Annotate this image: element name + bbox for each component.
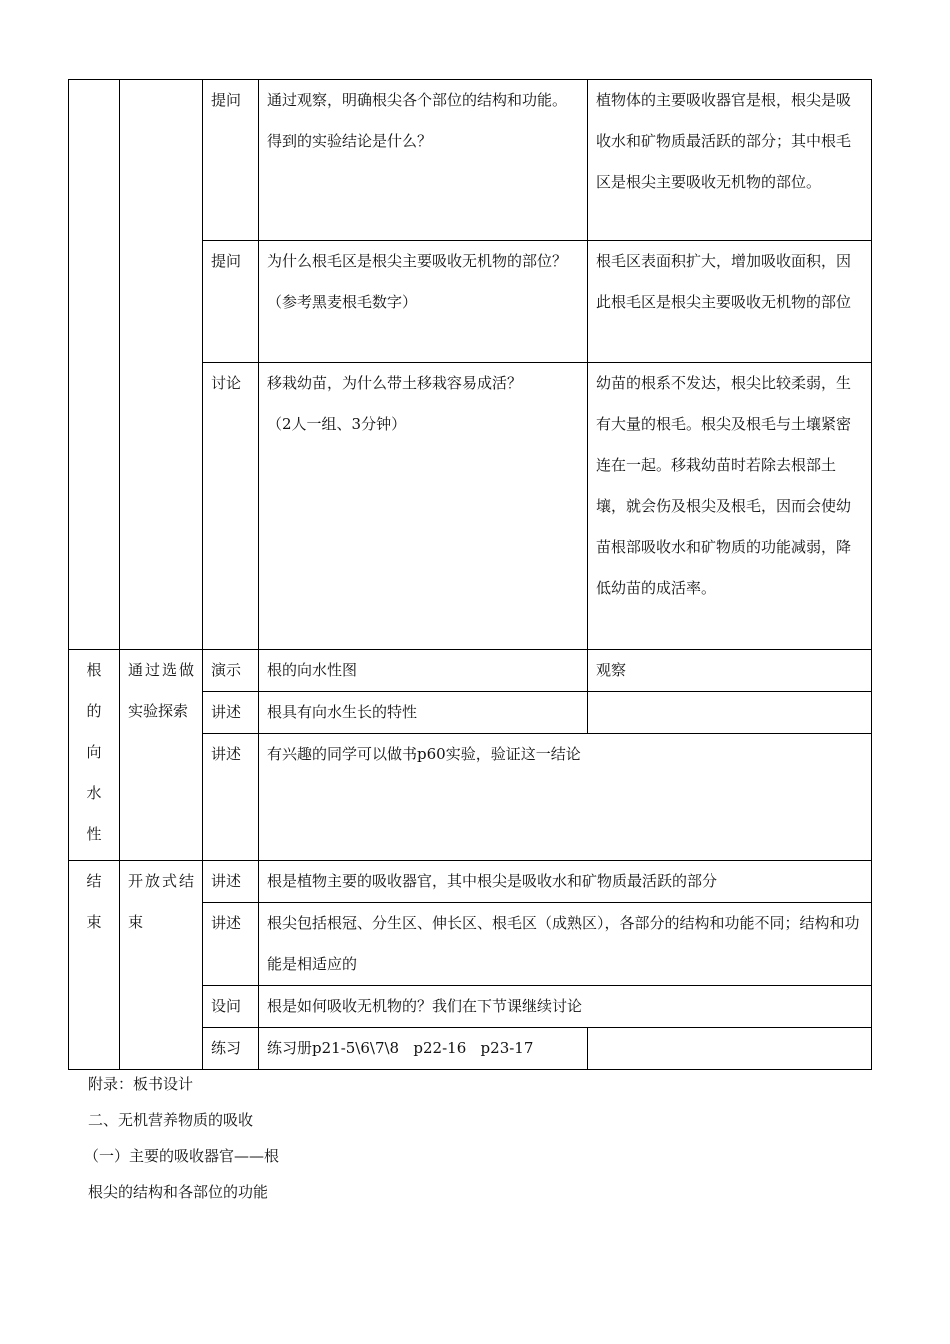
teacher-activity-cell: 有兴趣的同学可以做书p60实验，验证这一结论 (259, 734, 872, 861)
section-title-char: 结 (86, 872, 102, 890)
activity-cell: 设问 (203, 986, 259, 1028)
method-cell (120, 80, 203, 650)
appendix-line: 根尖的结构和各部位的功能 (88, 1183, 269, 1201)
table-row (69, 861, 872, 903)
student-activity-cell: 观察 (588, 650, 872, 692)
teacher-activity-cell: 根是植物主要的吸收器官，其中根尖是吸收水和矿物质最活跃的部分 (259, 861, 872, 903)
student-activity-cell: 根毛区表面积扩大，增加吸收面积，因此根毛区是根尖主要吸收无机物的部位 (588, 241, 872, 363)
student-activity-cell (588, 692, 872, 734)
section-title-char: 水 (86, 784, 102, 802)
activity-cell: 演示 (203, 650, 259, 692)
appendix-title: 附录：板书设计 (88, 1075, 194, 1093)
student-activity-cell (588, 1028, 872, 1070)
section-title-cell (69, 861, 120, 1070)
teacher-activity-cell: 通过观察，明确根尖各个部位的结构和功能。 得到的实验结论是什么？ (259, 80, 588, 241)
teacher-activity-cell: 为什么根毛区是根尖主要吸收无机物的部位？（参考黑麦根毛数字） (259, 241, 588, 363)
teacher-activity-cell: 练习册p21-5\6\7\8 p22-16 p23-17 (259, 1028, 588, 1070)
section-cell (69, 80, 120, 650)
teacher-activity-cell: 根是如何吸收无机物的？我们在下节课继续讨论 (259, 986, 872, 1028)
teacher-activity-cell: 根具有向水生长的特性 (259, 692, 588, 734)
section-title-char: 向 (86, 743, 102, 761)
activity-cell: 讲述 (203, 903, 259, 986)
section-title-char: 根 (86, 661, 102, 679)
activity-cell: 讨论 (203, 363, 259, 650)
activity-cell: 讲述 (203, 692, 259, 734)
method-cell: 通过选做实验探索 (120, 650, 203, 861)
section-title-char: 性 (86, 825, 102, 843)
method-cell: 开放式结束 (120, 861, 203, 1070)
student-activity-cell: 幼苗的根系不发达，根尖比较柔弱，生有大量的根毛。根尖及根毛与土壤紧密连在一起。移栽幼苗时若除去根部土壤，就会伤及根尖及根毛，因而会使幼苗根部吸收水和矿物质的功能减弱，降低幼苗的成活率。 (588, 363, 872, 650)
appendix-line: 二、无机营养物质的吸收 (88, 1111, 254, 1129)
teacher-activity-cell: 根的向水性图 (259, 650, 588, 692)
activity-cell: 讲述 (203, 861, 259, 903)
appendix-line: （一）主要的吸收器官——根 (84, 1147, 280, 1165)
activity-cell: 提问 (203, 80, 259, 241)
section-title-char: 束 (86, 913, 102, 931)
lesson-plan-table (68, 79, 872, 1070)
activity-cell: 练习 (203, 1028, 259, 1070)
section-title-cell (69, 650, 120, 861)
student-activity-cell: 植物体的主要吸收器官是根，根尖是吸收水和矿物质最活跃的部分；其中根毛区是根尖主要吸收无机物的部位。 (588, 80, 872, 241)
table-row (69, 80, 872, 241)
teacher-activity-cell: 根尖包括根冠、分生区、伸长区、根毛区（成熟区），各部分的结构和功能不同；结构和功能是相适应的 (259, 903, 872, 986)
teacher-activity-cell: 移栽幼苗，为什么带土移栽容易成活？ （2人一组、3分钟） (259, 363, 588, 650)
activity-cell: 提问 (203, 241, 259, 363)
table-row (69, 650, 872, 692)
section-title-char: 的 (86, 702, 102, 720)
activity-cell: 讲述 (203, 734, 259, 861)
